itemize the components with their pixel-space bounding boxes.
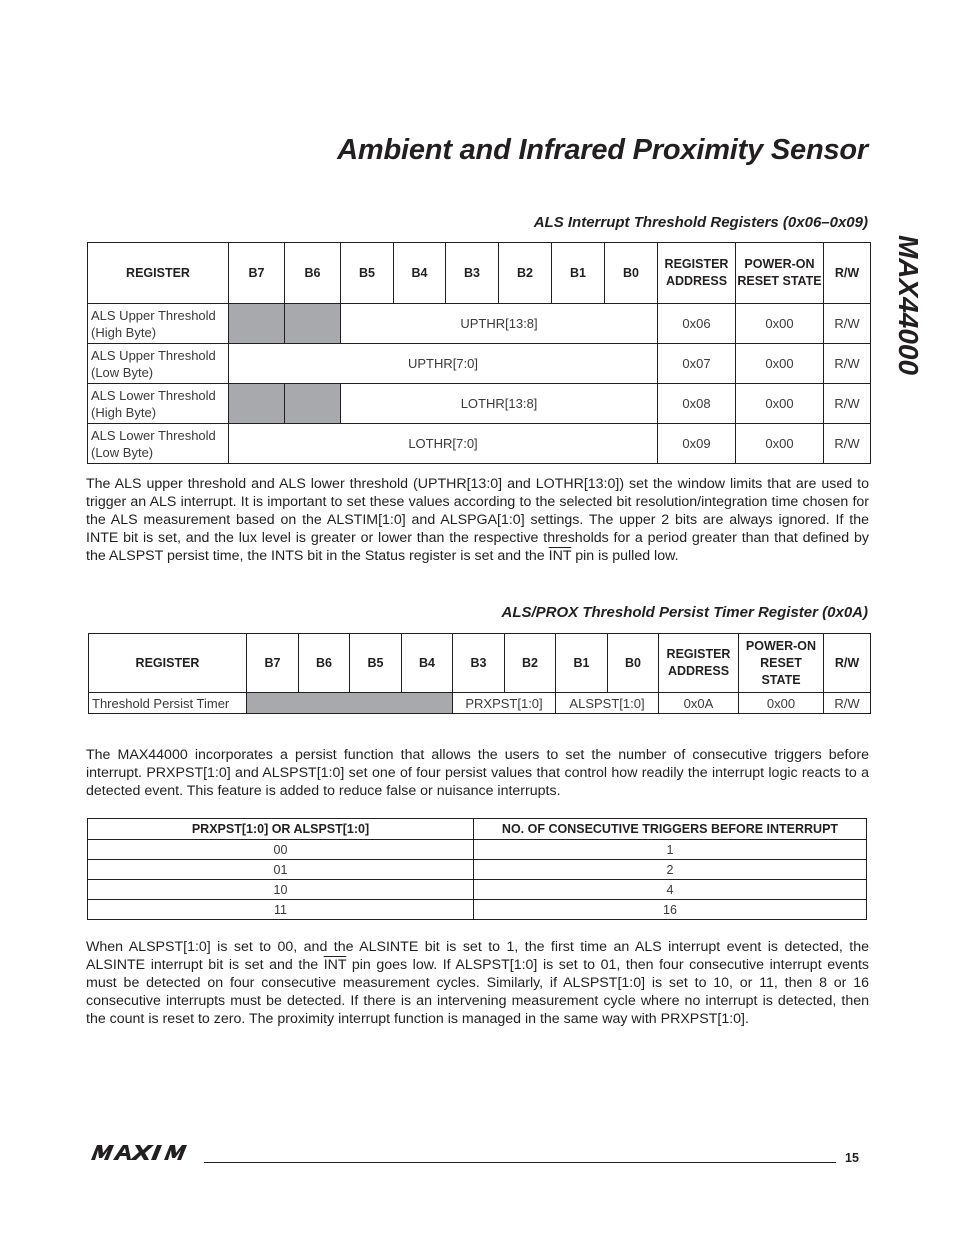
table-row (88, 840, 867, 860)
table-row (88, 424, 871, 464)
register-address: 0x08 (658, 384, 736, 424)
table-header-row (89, 634, 871, 693)
trigger-count: 1 (474, 840, 867, 860)
col-header: POWER-ON RESET STATE (739, 634, 824, 693)
table-row (88, 344, 871, 384)
rw-access: R/W (824, 424, 871, 464)
persist-setting: 01 (88, 860, 474, 880)
bit-field: UPTHR[7:0] (229, 344, 658, 384)
table-row (88, 384, 871, 424)
bit-field-als: ALSPST[1:0] (556, 693, 659, 714)
table-header-row (88, 819, 867, 840)
section-heading-persist-timer: ALS/PROX Threshold Persist Timer Register (0x0A) (501, 604, 868, 621)
col-header: B5 (341, 243, 394, 304)
table-row (88, 304, 871, 344)
paragraph-persist-function: The MAX44000 incorporates a persist function that allows the users to set the number of consecutive triggers before interrupt. PRXPST[1:0] and ALSPST[1:0] set one of four persist values that control how readily the interrupt logic reacts to a detected event. This feature is added to reduce false or nuisance interrupts. (86, 747, 869, 799)
col-header: B4 (402, 634, 453, 693)
page-number: 15 (845, 1151, 859, 1165)
col-header: R/W (824, 634, 871, 693)
bit-field-prox: PRXPST[1:0] (453, 693, 556, 714)
persist-setting: 00 (88, 840, 474, 860)
col-header: B6 (285, 243, 341, 304)
register-address: 0x06 (658, 304, 736, 344)
register-address: 0x0A (659, 693, 739, 714)
col-header: PRXPST[1:0] OR ALSPST[1:0] (88, 819, 474, 840)
col-header: B0 (608, 634, 659, 693)
footer-rule (204, 1162, 836, 1163)
col-header: B5 (350, 634, 402, 693)
register-name: ALS Upper Threshold (Low Byte) (88, 344, 229, 384)
rw-access: R/W (824, 304, 871, 344)
col-header: B4 (394, 243, 446, 304)
persist-setting: 10 (88, 880, 474, 900)
rw-access: R/W (824, 344, 871, 384)
register-address: 0x09 (658, 424, 736, 464)
table-row (89, 693, 871, 714)
reset-state: 0x00 (736, 424, 824, 464)
als-threshold-register-table (87, 242, 871, 464)
col-header: REGISTER ADDRESS (659, 634, 739, 693)
reset-state: 0x00 (736, 304, 824, 344)
col-header: B7 (229, 243, 285, 304)
unused-bit-cell (285, 304, 341, 344)
table-row (88, 860, 867, 880)
col-header: POWER-ON RESET STATE (736, 243, 824, 304)
col-header: B6 (299, 634, 350, 693)
col-header: B1 (552, 243, 605, 304)
col-header: R/W (824, 243, 871, 304)
persist-setting: 11 (88, 900, 474, 920)
unused-bit-cell (285, 384, 341, 424)
unused-bit-cell (229, 304, 285, 344)
register-name: Threshold Persist Timer (89, 693, 247, 714)
page-title: Ambient and Infrared Proximity Sensor (337, 134, 868, 166)
table-row (88, 900, 867, 920)
rw-access: R/W (824, 693, 871, 714)
trigger-count: 2 (474, 860, 867, 880)
register-address: 0x07 (658, 344, 736, 384)
section-heading-als-threshold: ALS Interrupt Threshold Registers (0x06–0x09) (533, 214, 868, 231)
bit-field: LOTHR[7:0] (229, 424, 658, 464)
register-name: ALS Lower Threshold (Low Byte) (88, 424, 229, 464)
trigger-count: 4 (474, 880, 867, 900)
int-pin-label: $\overline{INT}$ (548, 548, 572, 564)
col-header: B3 (453, 634, 505, 693)
bit-field: UPTHR[13:8] (341, 304, 658, 344)
col-header: B2 (499, 243, 552, 304)
col-header: NO. OF CONSECUTIVE TRIGGERS BEFORE INTERRUPT (474, 819, 867, 840)
trigger-count: 16 (474, 900, 867, 920)
col-header: REGISTER ADDRESS (658, 243, 736, 304)
col-header: B1 (556, 634, 608, 693)
col-header: B2 (505, 634, 556, 693)
persist-timer-register-table (88, 633, 871, 714)
col-header: B7 (247, 634, 299, 693)
col-header: REGISTER (89, 634, 247, 693)
unused-bit-cell (247, 693, 453, 714)
table-row (88, 880, 867, 900)
reset-state: 0x00 (739, 693, 824, 714)
paragraph-persist-example: When ALSPST[1:0] is set to 00, and the ALSINTE bit is set to 1, the first time an ALS interrupt event is detected, the ALSINTE interrupt bit is set and the $\overline{INT}$ pin goes low. If ALSPST[1:0] is set to 01, then four consecutive interrupt events must be detected on four consecutive measurement cycles. Similarly, if ALSPST[1:0] is set to 10, or 11, then 8 or 16 consecutive interrupts must be detected. If there is an intervening measurement cycle where no interrupt is detected, then the count is reset to zero. The proximity interrupt function is managed in the same way with PRXPST[1:0]. (86, 939, 870, 1027)
register-name: ALS Lower Threshold (High Byte) (88, 384, 229, 424)
register-name: ALS Upper Threshold (High Byte) (88, 304, 229, 344)
side-part-label: MAX44000 (893, 234, 924, 376)
rw-access: R/W (824, 384, 871, 424)
persist-values-table (87, 818, 867, 920)
reset-state: 0x00 (736, 344, 824, 384)
unused-bit-cell (229, 384, 285, 424)
col-header: REGISTER (88, 243, 229, 304)
int-pin-label: $\overline{INT}$ (323, 957, 347, 973)
col-header: B0 (605, 243, 658, 304)
paragraph-threshold-description: The ALS upper threshold and ALS lower threshold (UPTHR[13:0] and LOTHR[13:0]) set the window limits that are used to trigger an ALS interrupt. It is important to set these values according to the selected bit resolution/integration time chosen for the ALS measurement based on the ALSTIM[1:0] and ALSPGA[1:0] settings. The upper 2 bits are always ignored. If the INTE bit is set, and the lux level is greater or lower than the respective thresholds for a period greater than that defined by the ALSPST persist time, the INTS bit in the Status register is set and the $\overline{INT}$ pin is pulled low. (86, 476, 869, 564)
table-header-row (88, 243, 871, 304)
reset-state: 0x00 (736, 384, 824, 424)
col-header: B3 (446, 243, 499, 304)
maxim-logo (88, 1142, 200, 1167)
bit-field: LOTHR[13:8] (341, 384, 658, 424)
